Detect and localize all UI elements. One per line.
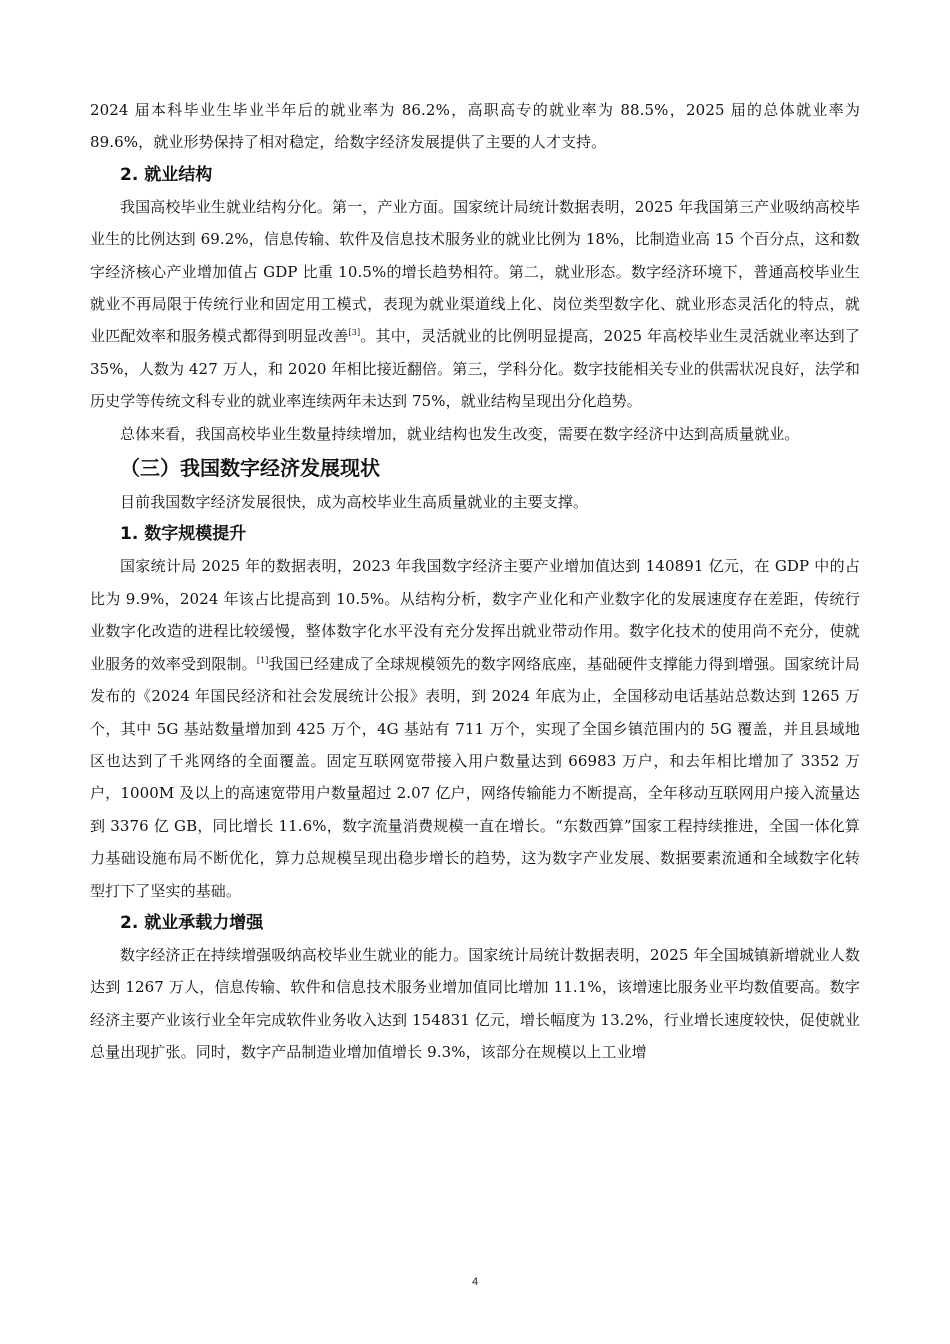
paragraph-employment-capacity: 数字经济正在持续增强吸纳高校毕业生就业的能力。国家统计局统计数据表明，2025 年全国城镇新增就业人数达到 1267 万人，信息传输、软件和信息技术服务业增加值同比增加 11.1%，该增速比服务业平均数值要高。数字经济主要产业该行业全年完成软件业务收入达到 154831 亿元，增长幅度为 13.2%，行业增长速度较快，促使就业总量出现扩张。同时，数字产品制造业增加值增长 9.3%，该部分在规模以上工业增 (90, 945, 860, 1062)
paragraph-summary: 总体来看，我国高校毕业生数量持续增加，就业结构也发生改变，需要在数字经济中达到高质量就业。 (120, 424, 800, 443)
page-number: 4 (471, 1276, 479, 1288)
paragraph-graduate-employment-rate: 2024 届本科毕业生毕业半年后的就业率为 86.2%，高职高专的就业率为 88.5%，2025 届的总体就业率为 89.6%，就业形势保持了相对稳定，给数字经济发展提供了主要的人才支持。 (90, 101, 860, 152)
heading-employment-capacity: 2. 就业承载力增强 (120, 912, 264, 933)
section-heading-digital-economy-status: （三）我国数字经济发展现状 (120, 456, 380, 481)
paragraph-employment-structure-text-a: 我国高校毕业生就业结构分化。第一，产业方面。国家统计局统计数据表明，2025 年我国第三产业吸纳高校毕业生的比例达到 69.2%，信息传输、软件及信息技术服务业的就业比例为 18%，比制造业高 15 个百分点，这和数字经济核心产业增加值占 GDP 比重 10.5%的增长趋势相符。第二，就业形态。数字经济环境下，普通高校毕业生就业不再局限于传统行业和固定用工模式，表现为就业渠道线上化、岗位类型数字化、就业形态灵活化的特点，就业匹配效率和服务模式都得到明显改善 (90, 197, 860, 346)
heading-employment-structure: 2. 就业结构 (120, 164, 213, 185)
citation-ref-1: [1] (256, 655, 269, 665)
paragraph-digital-scale-text-a: 国家统计局 2025 年的数据表明，2023 年我国数字经济主要产业增加值达到 140891 亿元，在 GDP 中的占比为 9.9%，2024 年该占比提高到 10.5%。从结构分析，数字产业化和产业数字化的发展速度存在差距，传统行业数字化改造的进程比较缓慢，整体数字化水平没有充分发挥出就业带动作用。数字化技术的使用尚不充分，使就业服务的效率受到限制。 (90, 557, 860, 673)
paragraph-employment-structure-text-b: 。其中，灵活就业的比例明显提高，2025 年高校毕业生灵活就业率达到了 35%，人数为 427 万人，和 2020 年相比接近翻倍。第三，学科分化。数字技能相关专业的供需状况良好，法学和历史学等传统文科专业的就业率连续两年未达到 75%，就业结构呈现出分化趋势。 (90, 327, 860, 411)
paragraph-digital-scale (90, 550, 860, 906)
heading-digital-scale: 1. 数字规模提升 (120, 524, 247, 545)
paragraph-digital-economy-intro: 目前我国数字经济发展很快，成为高校毕业生高质量就业的主要支撑。 (120, 493, 589, 512)
paragraph-digital-scale-text-b: 我国已经建成了全球规模领先的数字网络底座，基础硬件支撑能力得到增强。国家统计局发布的《2024 年国民经济和社会发展统计公报》表明，到 2024 年底为止，全国移动电话基站总数达到 1265 万个，其中 5G 基站数量增加到 425 万个，4G 基站有 711 万个，实现了全国乡镇范围内的 5G 覆盖，并且县域地区也达到了千兆网络的全面覆盖。固定互联网宽带接入用户数量达到 66983 万户，和去年相比增加了 3352 万户，1000M 及以上的高速宽带用户数量超过 2.07 亿户，网络传输能力不断提高，全年移动互联网用户接入流量达到 3376 亿 GB，同比增长 11.6%，数字流量消费规模一直在增长。“东数西算”国家工程持续推进，全国一体化算力基础设施布局不断优化，算力总规模呈现出稳步增长的趋势，这为数字产业发展、数据要素流通和全域数字化转型打下了坚实的基础。 (90, 654, 860, 900)
page-body (90, 94, 860, 1069)
paragraph-employment-structure (90, 191, 860, 418)
citation-ref-3: [3] (348, 328, 361, 338)
